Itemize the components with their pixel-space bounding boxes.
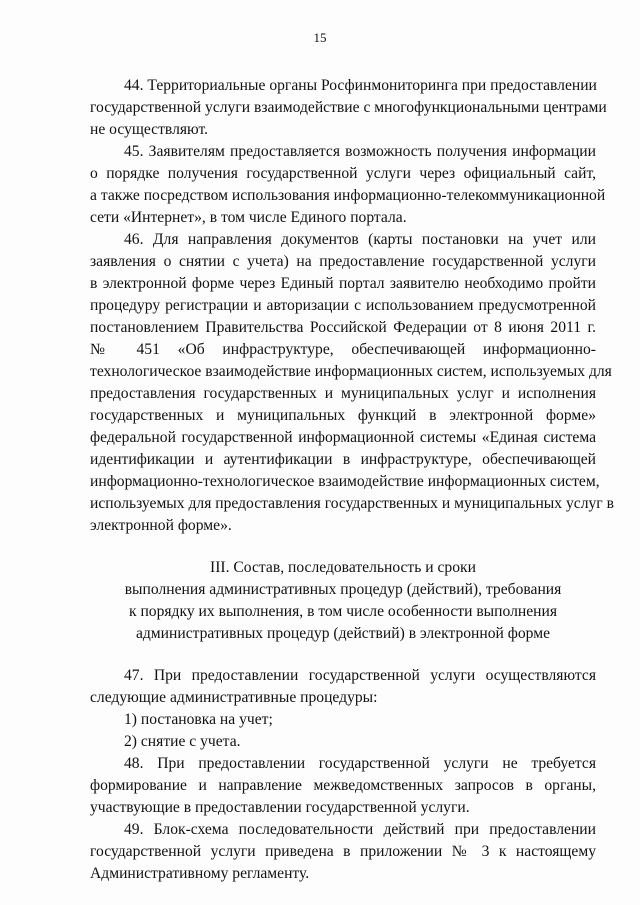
text-line: федеральной государственной информационной системы «Единая система <box>90 429 596 446</box>
text-line: технологическое взаимодействие информационных систем, используемых для <box>90 363 612 380</box>
text-line: используемых для предоставления государственных и муниципальных услуг в <box>90 495 614 512</box>
text-line: № 451 «Об инфраструктуре, обеспечивающей информационно- <box>90 341 596 358</box>
text-line: информационно-технологическое взаимодействие информационных систем, <box>90 473 600 490</box>
text-line: а также посредством использования информационно-телекоммуникационной <box>90 187 606 204</box>
text-line: Административному регламенту. <box>90 865 310 882</box>
text-line: идентификации и аутентификации в инфраструктуре, обеспечивающей <box>90 451 596 468</box>
text-line: предоставления государственных и муниципальных услуг и исполнения <box>90 385 596 402</box>
list-item: 1) постановка на учет; <box>124 711 273 728</box>
text-line: процедуру регистрации и авторизации с использованием предусмотренной <box>90 297 596 314</box>
text-line: государственной услуги приведена в приложении № 3 к настоящему <box>90 843 596 860</box>
text-line: 47. При предоставлении государственной услуги осуществляются <box>124 667 596 684</box>
heading-line: III. Состав, последовательность и сроки <box>210 559 476 576</box>
heading-line: к порядку их выполнения, в том числе особенности выполнения <box>128 603 558 620</box>
text-line: формирование и направление межведомственных запросов в органы, <box>90 777 596 794</box>
text-line: 46. Для направления документов (карты постановки на учет или <box>124 231 596 248</box>
text-line: 45. Заявителям предоставляется возможность получения информации <box>124 143 596 160</box>
page-number: 15 <box>313 30 327 45</box>
text-line: электронной форме». <box>90 517 232 534</box>
heading-line: выполнения административных процедур (действий), требования <box>124 581 562 598</box>
text-line: постановлением Правительства Российской Федерации от 8 июня 2011 г. <box>90 319 596 336</box>
text-line: следующие административные процедуры: <box>90 689 378 706</box>
heading-line: административных процедур (действий) в электронной форме <box>135 625 551 642</box>
list-item: 2) снятие с учета. <box>124 733 241 750</box>
text-line: государственной услуги взаимодействие с многофункциональными центрами <box>90 99 607 116</box>
text-line: сети «Интернет», в том числе Единого портала. <box>90 209 407 226</box>
text-line: участвующие в предоставлении государственной услуги. <box>90 799 470 816</box>
text-line: заявления о снятии с учета) на предоставление государственной услуги <box>90 253 596 270</box>
text-line: 49. Блок-схема последовательности действий при предоставлении <box>124 821 596 838</box>
text-line: в электронной форме через Единый портал заявителю необходимо пройти <box>90 275 596 292</box>
text-line: о порядке получения государственной услуги через официальный сайт, <box>90 165 596 182</box>
text-line: государственных и муниципальных функций в электронной форме» <box>90 407 596 424</box>
text-line: 48. При предоставлении государственной услуги не требуется <box>124 755 596 772</box>
text-line: не осуществляют. <box>90 121 209 138</box>
text-line: 44. Территориальные органы Росфинмониторинга при предоставлении <box>124 77 597 94</box>
